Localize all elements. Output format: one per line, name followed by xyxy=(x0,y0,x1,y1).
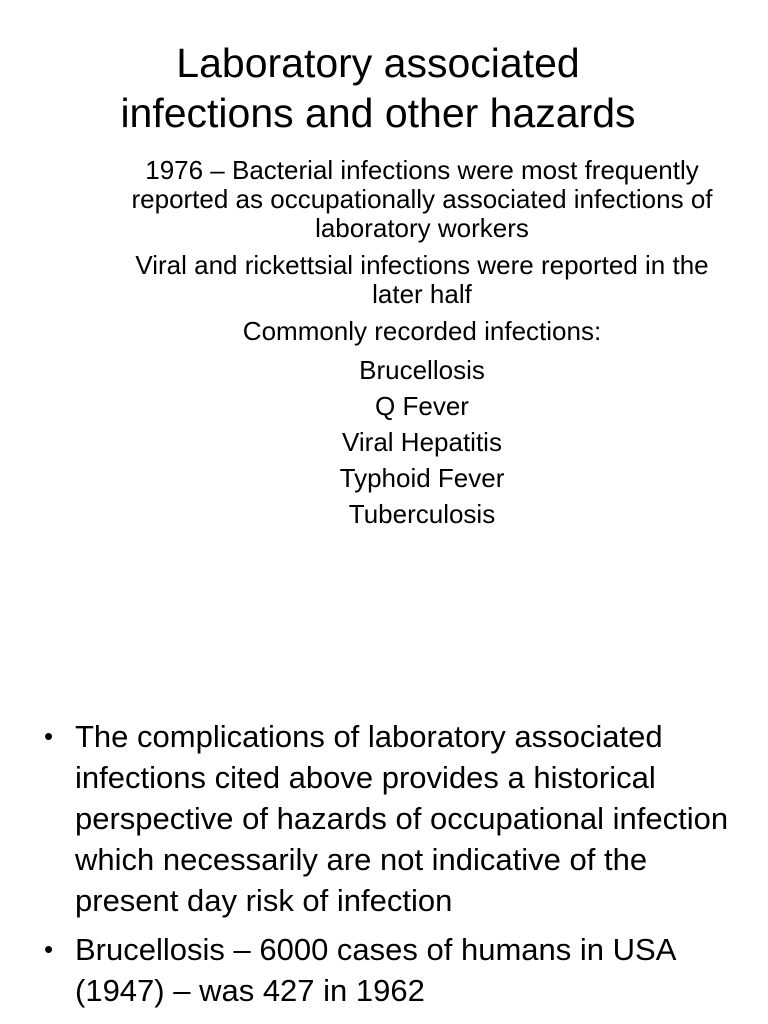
bullet-item xyxy=(44,716,744,921)
bullet-marker: • xyxy=(44,721,54,751)
bullet-text: Brucellosis – 6000 cases of humans in USA (1947) – was 427 in 1962 xyxy=(75,932,675,1008)
infection-item: Q Fever xyxy=(375,391,469,421)
intro-paragraph-viral: Viral and rickettsial infections were reported in the later half xyxy=(135,250,709,309)
bullet-item xyxy=(44,929,744,1011)
intro-paragraph-common: Commonly recorded infections: xyxy=(242,316,602,346)
title-line-2: infections and other hazards xyxy=(120,90,636,136)
intro-block xyxy=(120,156,724,532)
infection-item: Typhoid Fever xyxy=(339,463,505,493)
slide-title xyxy=(0,38,756,138)
infection-item: Viral Hepatitis xyxy=(342,427,502,457)
title-line-1: Laboratory associated xyxy=(176,40,580,86)
bullet-text: The complications of laboratory associated infections cited above provides a historical perspective of hazards of occupational infection which necessarily are not indicative of the present day risk of infection xyxy=(75,719,729,918)
bullet-list xyxy=(44,716,744,1019)
infection-item: Tuberculosis xyxy=(348,499,496,529)
intro-paragraph-1976: 1976 – Bacterial infections were most frequently reported as occupationally associated infections of laboratory workers xyxy=(131,155,713,243)
infection-item: Brucellosis xyxy=(359,355,485,385)
infection-list xyxy=(120,352,724,532)
bullet-marker: • xyxy=(44,934,54,964)
